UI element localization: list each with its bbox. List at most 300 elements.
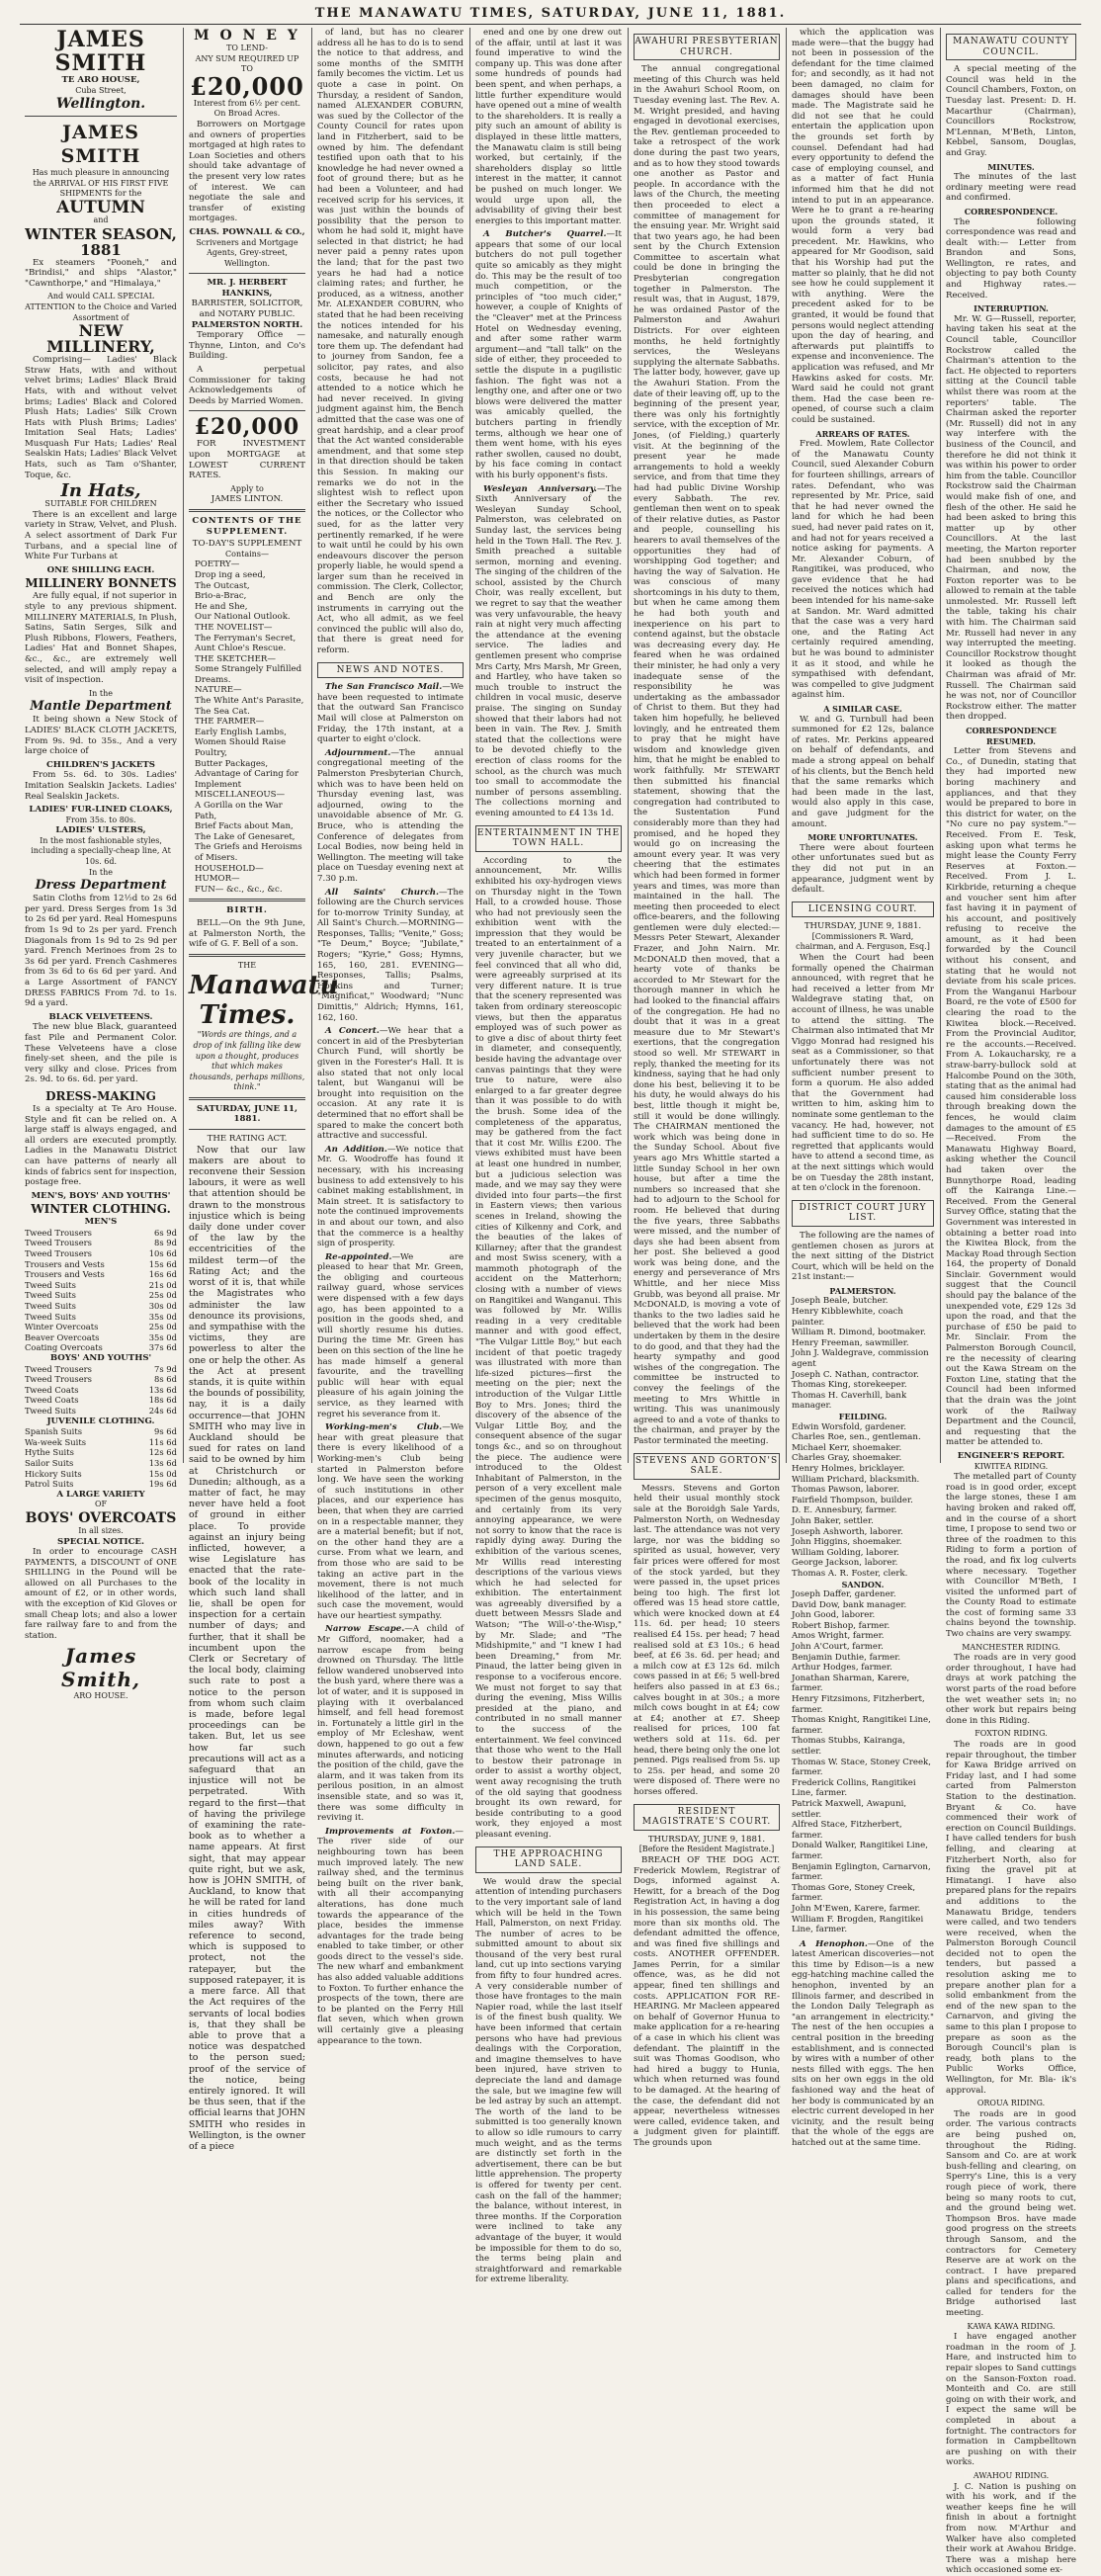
resident-court-text: BREACH OF THE DOG ACT. Frederick Mowlem, Registrar of Dogs, informed against A. Hewitt, for a breach of the Dog Registration Act, in having a dog in his possession, the same being more than six months old. The defendant admitted the offence, and was fined five shillings and costs. ANOTHER OFFENDER. James Perrin, for a similar offence, was, as he did not appear, fined ten shillings and costs. APPLICATION FOR RE-HEARING. Mr Macleen appeared on behalf of Governor Hunua to make application for a re-hearing of a case in which his client was defendant. The plaintiff in the suit was Thomas Goodison, who had hired a buggy to Hunia, which when returned was found to be damaged. At the hearing of the case, the defendant did not appear, nevertheless witnesses were called, evidence taken, and a judgment given for plaintiff. The grounds upon — [634, 1854, 780, 2148]
contents-item: MISCELLANEOUS— — [195, 790, 286, 801]
news-title: Working-men's Club. — [325, 1422, 443, 1433]
manchester-text: The roads are in very good order throughout, I have had drays at work patching the worst parts of the road before the wet weather sets in; no other work but repairs being done in this Riding. — [946, 1653, 1076, 1726]
juror-entry: John J. Waldegrave, commission agent — [792, 1348, 929, 1370]
price-value: 8s 6d — [154, 1374, 177, 1385]
juror-entry: Thomas Gore, Stoney Creek, farmer. — [792, 1882, 916, 1904]
season-winter: WINTER SEASON, — [25, 224, 177, 243]
correspondence-resumed-text: Letter from Stevens and Co., of Dunedin, stating that they had imported new boring machinery and appliances, and that they would be prepared to bore in this district for water, on the "No cure no pay system."—Received. From E. Tesk, asking upon what terms he might lease the County Ferry Reserves at Foxton.—Received. From J. L. Kirkbride, returning a cheque and voucher sent him after fast having it in payment of his account, and positively refusing to receive the amount, as it had been forwarded by the Council without his consent, and stating that he would not deviate from his scale prices. From the Wanganui Harbour Board, re the vote of £500 for clearing the road to the Kiwitea block.—Received. From the Provincial Auditor, re the accounts.—Received. From A. Lokaucharsky, re a straw-barry-bullock sold at Halcombe Pound on the 30th, stating that as the animal had caused him considerable loss through breaking down the fences, he would claim damages to the amount of £5—Received. From the Manawatu Highway Board, asking whether the Council had taken over the Bunnythorpe Road, leading off the Kairanga Line.—Received. From the General Survey Office, stating that the Government was interested in obtaining a better road into the Kiwitea Block, from the Mackay Road through Section 164, the property of Donald Sinclair. Government would suggest that the Council should pay the balance of the unexpended vote, £29 12s 3d upon the road, and that the purchase of £50 be paid to Mr. Sinclair. From the Palmerston Borough Council, re the necessity of clearing out the Kawa Stream on the Foxton Line, stating that the Council had been informed that the drain was the joint work of the Railway Department and the Council, and requesting that the matter be attended to. — [946, 746, 1076, 1448]
juror-entry: Joseph C. Nathan, contractor. — [792, 1369, 919, 1380]
contents-item: THE SKETCHER— — [195, 653, 276, 664]
palmerston-north: PALMERSTON NORTH. — [191, 319, 303, 330]
court-continued: which the application was made were—that the buggy had not been in possession of the defendant for the time claimed for; and secondly, as it had not been damaged, no claim for damages should have been made. The Magistrate said he did not see that he could entertain the application upon the grounds set forth by counsel. Defendant had had every opportunity to defend the case of employing counsel, and as a matter of fact Hunia informed him that he did not intend to put in an appearance. Were he to grant a re-hearing upon the grounds stated, it would form a very bad precedent. Mr. Hawkins, who appeared for Mr Goodison, said that his Worship had put the matter so plainly, that he did not see how he could supplement it with anything. Were the precedent asked for to be granted, it would be found that persons would neglect attending upon the day of hearing, and afterwards put plaintiffs to expense and inconvenience. The application was refused, and Mr Hawkins asked for costs. Mr. Ward said he could not grant them. Had the case been re-opened, of course such a claim could be sustained. — [792, 28, 934, 425]
ulsters-text: In the most fashionable styles, including a specially-cheap line, At 10s. 6d. — [31, 835, 171, 867]
dress-items: Satin Cloths from 12½d to 2s 6d per yard. Dress Serges from 1s 3d to 2s 6d per yard. Real Homespuns from 1s 9d to 2s per yard. French Diagonals from 1s 9d to 2s 9d per yard. French Merinoes from 2s to 3s 6d per yard. French Cashmeres from 3s 6d to 6s 6d per yard. And a Large Assortment of FANCY DRESS FABRICS From 7d. to 1s. 9d a yard. — [25, 894, 177, 1009]
price-value: 24s 6d — [148, 1405, 177, 1416]
jurors-sandon-list — [792, 1589, 934, 1935]
arrival-announcement: Has much pleasure in announcing the ARRIVAL OF HIS FIRST FIVE SHIPMENTS for the — [32, 168, 170, 199]
juror-entry: Arthur Hodges, farmer. — [792, 1663, 892, 1674]
mantle-text: It being shown a New Stock of LADIES' BLACK CLOTH JACKETS, From 9s. 9d. to 35s., And a very large choice of — [25, 715, 177, 757]
office-text: Temporary Office — Thynne, Linton, and Co's Building. — [189, 330, 305, 362]
mens-price-row — [25, 1228, 177, 1239]
juror-entry: Donald Walker, Rangitikei Line, farmer. — [792, 1841, 928, 1861]
large-variety: A LARGE VARIETY — [56, 1489, 145, 1500]
shop-house: TE ARO HOUSE, — [61, 75, 140, 85]
minutes-heading: MINUTES. — [987, 161, 1035, 172]
palmerston-heading: PALMERSTON. — [829, 1285, 896, 1296]
news-title: The San Francisco Mail. — [325, 682, 443, 693]
shop-name: JAMES SMITH — [54, 27, 147, 76]
mens-price-row — [25, 1238, 177, 1248]
stevens-sale-heading: STEVENS AND GORTON'S SALE. — [634, 1453, 780, 1480]
council-heading: MANAWATU COUNTY COUNCIL. — [946, 34, 1076, 60]
price-value: 18s 6d — [148, 1395, 177, 1406]
news-text: A child of Mr Gifford, noomaker, had a narrow escape from being drowned on Thursday. The little fellow wandered unobserved into the bush yard, where there was a lot of water, and it is supposed in playing with it overbalanced himself, and fell head foremost in. Fortunately a little girl in the employ of Mr Ecleshaw, went down, happened to go out a few minutes afterwards, and noticing the position of the child, gave the alarm, and it was taken from its perilous position, in an almost insensible state, and so was it, there was some difficulty in reviving it. — [317, 1624, 464, 1824]
children-text: From 5s. 6d. to 30s. Ladies' Imitation Sealskin Jackets. Ladies' Real Sealskin Jackets. — [25, 770, 177, 802]
broad-acres: On Broad Acres. — [213, 109, 281, 119]
juror-entry: Benjamin Eglington, Carnarvon, farmer. — [792, 1861, 931, 1883]
velveteens-heading: BLACK VELVETEENS. — [48, 1011, 153, 1022]
contents-item: Our National Outlook. — [195, 612, 291, 623]
mens-price-row — [25, 1322, 177, 1332]
juror-entry: Henry Kibblewhite, coach painter. — [792, 1307, 903, 1328]
contents-item: Early English Lambs, — [195, 727, 287, 737]
apply-to: Apply to — [230, 483, 264, 493]
sandon-heading: SANDON. — [841, 1579, 885, 1589]
steamer-list: Ex steamers "Pooneh," and "Brindisi," and ships "Alastor," "Cawnthorpe," and "Himalaya," — [25, 257, 177, 289]
rating-act-text: Now that our law makers are about to reconvene their Session labours, it were as well that attention should be drawn to the monstrous injustice which is being daily done under cover of the law by the eccentricities of the mildest term—of the Rating Act; and the worst of it is, that while the Magistrates who administer the law denounce its provisions, and sympathise with the victims, they are powerless to alter the one or help the other. As the Act at present stands, it is quite within the bounds of possibility, nay, it is a daily occurrence—that JOHN SMITH who may live in Auckland should be sued for rates on land said to be owned by him at Christchurch or Dunedin; although, as a matter of fact, he may never have held a foot of ground in either place. To provide against an injury being inflicted, however, a wise Legislature has enacted that the rate-book of the locality in which such land shall lie, shall be open for inspection for a certain number of days; and further, that it shall be incumbent upon the Clerk or Secretary of the local body, claiming such rate to post a notice to the person from whom such claim is made, before legal proceedings can be taken. But, let us see how far such precautions will act as a safeguard that an injustice will not be perpetrated. With regard to the first—that of having the privilege of examining the rate-book as to whether a name appears. At first sight, that may appear quite right, but we ask, how is JOHN SMITH, of Auckland, to know that he will be rated for land in cities hundreds of miles away? With reference to second, which is supposed to protect, not the ratepayer, but the supposed ratepayer, it is a mere farce. All that the Act requires of the servants of local bodies is, that they shall be able to prove that a notice was despatched to the person sued; proof of the service of the notice, being entirely ignored. It will be thus seen, that if the official learns that JOHN SMITH who resides in Wellington, is the owner of a piece — [189, 1144, 306, 2152]
mens-price-list — [25, 1228, 177, 1353]
special-attention: And would CALL SPECIAL ATTENTION to the Choice and Varied Assortment of — [25, 292, 177, 322]
hats-subheading: SUITABLE FOR CHILDREN — [44, 499, 157, 509]
hats-text: There is an excellent and large variety in Straw, Velvet, and Plush. A select assortment of Dark Fur Turbans, and a special line of White Fur Turbans at — [25, 509, 177, 562]
linton-name: JAMES LINTON. — [211, 494, 284, 505]
interruption-text: Mr. W. G—Russell, reporter, having taken his seat at the Council table, Councillor Rockstrow called the Chairman's attention to the fact. He objected to reporters sitting at the Council table whilst there was room at the reporters' table. The Chairman asked the reporter (Mr. Russell) did not in any way interfere with the business of the Council, and therefore he did not think it was within his power to order him from the table. Councillor Rockstrow said the Chairman would make fish of one, and flesh of the other. He said he had been asked to bring this matter up by other Councillors. At the last meeting, the Marton reporter had been snubbed by the Chairman, and now, the Foxton reporter was to be allowed to remain at the table unmolested. Mr. Russell left the table, taking his chair with him. The Chairman said Mr. Russell had never in any way interrupted the meeting. Councillor Rockstrow thought it looked as though the Chairman was afraid of Mr. Russell. The Chairman said he was not, nor of Councillor Rockstrow either. The matter then dropped. — [946, 313, 1076, 723]
price-item: Tweed Trousers — [25, 1374, 92, 1385]
juror-entry: Joseph Beale, butcher. — [792, 1296, 889, 1307]
boys-price-row — [25, 1374, 177, 1385]
boys-price-row — [25, 1406, 177, 1417]
news-item: A Concert.—We hear that a concert in aid of the Presbyterian Church Fund, will shortly be given in the Forester's Hall. It is also stated that not only local talent, but Wanganui will be brought into requisition on the occasion. At any rate it is determined that no effort shall be spared to make the concert both attractive and successful. — [317, 1026, 464, 1142]
investment-amount: £20,000 — [194, 414, 300, 441]
price-value: 11s 6d — [148, 1436, 177, 1447]
contents-item: The Sea Cat. — [195, 706, 250, 717]
juror-entry: Patrick Maxwell, Awapuni, settler. — [792, 1798, 907, 1820]
church-heading: AWAHURI PRESBYTERIAN CHURCH. — [634, 34, 780, 60]
bonnets-heading: MILLINERY BONNETS — [25, 576, 177, 591]
mens-price-row — [25, 1259, 177, 1270]
rating-act-continued: of land, but has no clearer address all he has to do is to send the notice to that address, and some months of the SMITH family becomes the victim. Let us quote a case in point. On Thursday, a resident of Sandon, named ALEXANDER COBURN, was sued by the Collector of the County Council for rates upon land in Fitzherbert, said to be owned by him. The defendant testified upon oath that to his knowledge he had never owned a foot of ground there; but as he had been a Volunteer, and had received scrip for his services, it was just within the bounds of possibility that the person to whom he had sold it, might have selected in that district; he had never paid a penny rates upon the land; that for the past two years he had had a notice claiming rates; and further, he produced, as a witness, another Mr. ALEXANDER COBURN, who stated that he had been receiving the notices intended for his namesake, and naturally enough tore them up. The defendant had to journey from Sandon, fee a solicitor, pay rates, and also costs, because he had not attended to a notice which he had never received. In giving judgment against him, the Bench admitted that the case was one of great hardship, and a clear proof that the Act wanted considerable amendment, and that some step in that direction should be taken this Session. In making our remarks we do not in the slightest wish to reflect upon either the Secretary who issued the notices, or the Collector who sued, for as the latter very pertinently remarked, if he were to wait until he could by his own endeavours discover the person properly liable, he would spend a larger sum than he received in commission. The Clerk, Collector, and Bench are only the instruments in carrying out the Act, who all admit, as we feel convinced the public will also do, that there is great need for reform. — [317, 28, 464, 656]
divider — [25, 116, 177, 117]
contents-item: The Ferryman's Secret, — [195, 633, 296, 644]
price-item: Tweed Trousers — [25, 1238, 92, 1248]
contents-item: A Gorilla on the War Path, — [195, 801, 283, 821]
cloaks-heading: LADIES' FUR-LINED CLOAKS, — [29, 805, 173, 816]
church-text: The annual congregational meeting of this Church was held in the Awahuri School Room, on Tuesday evening last. The Rev. A. M. Wright presided, and having engaged in devotional exercises, the Rev. gentleman proceeded to take a retrospect of the work done during the past two years, and as to how they stood towards one another as Pastor and people. In accordance with the laws of the Church, the meeting then proceeded to elect a committee of management for the ensuing year. Mr. Wright said that two years ago, he had been sent by the Church Extension Committee to ascertain what could be done in bringing the Presbyterian congregation together in Palmerston. The result was, that in August, 1879, he was ordained Pastor of the Palmerston and Awahuri Districts. For over eighteen months, he held fortnightly services, the Wesleyans supplying the alternate Sabbaths. The latter body, however, gave up the Awahuri Station. From the date of their leaving off, up to the beginning of the present year, there was only his fortnightly service, with the exception of Mr. Jones, (of Fielding,) quarterly visit. At the beginning of the present year he made arrangements to hold a weekly service, and from that time they had had public Divine Worship every Sabbath. The rev. gentleman then went on to speak of their relative duties, as Pastor and people, counselling his hearers to avail themselves of the opportunities they had of worshipping God together; and having the way of Salvation. He was conscious of many shortcomings in his duty to them, but when he came among them he had both youth and inexperience on his part to contend against, but the obstacle was decreasing every day. He feared when he was ordained their minister, he had only a very inadequate sense of the responsibility he was undertaking as the ambassador of Christ to them. But they had taken him hopefully, he believed lovingly, and he entreated them to pray that he might have wisdom and knowledge given him, that he might be enabled to work faithfully. Mr STEWART then submitted his financial statement, showing that the congregation had contributed to the Sustentation Fund considerably more than they had promised, and he hoped they would go on increasing the amount every year. It was very cheering that the estimates which had been formed in former years and times, was more than maintained in the hall. The meeting then proceeded to elect office-bearers, and the following gentlemen were duly elected:—Messrs Peter Stewart, Alexander Frazer, and John Nairn. Mr. McDONALD then moved, that a hearty vote of thanks be accorded to Mr Stewart for the thorough manner in which he had looked to the financial affairs of the congregation. He had no doubt that it was in a great measure due to Mr Stewart's exertions, that the congregation stood so well. Mr STEWART in reply, thanked the meeting for its kindness, saying that he had only done his best, believing it to be his duty, he would always do his best, little though it might be, still it would be done willingly. The CHAIRMAN mentioned the work which was being done in the Sunday School. About five years ago Mrs Whittle started a little Sunday School in her own house, but after a time the numbers so increased that she had to adjourn to the School for room. He believed that during the five years, three Sabbaths were missed, and the number of days she had been absent from her post. She believed a good work was being done, and the energy and perseverance of Mrs Whittle, and her niece Miss Grubb, was beyond all praise. Mr McDONALD, is moving a vote of thanks to the two ladies said he believed that the work had been undertaken by them in the desire to do good, and that they had the hearty sympathy and good wishes of the congregation. The committee be instructed to convey the feelings of the meeting to Mrs Whittle in writing. This was unanimously agreed to and a vote of thanks to the chairman, and prayer by the Pastor terminated the meeting. — [634, 64, 780, 1446]
foxton-text: The roads are in good repair throughout, the timber for Kawa Bridge arrived on Friday last, and I had some carted from Palmerston Station to the destination. Bryant & Co. have commenced their work of erection on Council Buildings. I have called tenders for bush felling, and clearing at Fitzherbert North, also for fixing the gravel pit at Himatangi. I have also prepared plans for the repairs and additions to the Manawatu Bridge, tenders were called, and two tenders were received, when the Palmerston Borough Council decided not to open the tenders, but passed a resolution asking me to prepare another plan for a solid embankment from the end of the new span to the Carnarvon, and giving the same to this plan I propose to prepare as soon as the Borough Council's plan is ready, both plans to the Public Works Office, Wellington, for Mr. Bla- ik's approval. — [946, 1740, 1076, 2096]
footer-shop-house: ARO HOUSE. — [73, 1691, 128, 1701]
news-text: We hear with great pleasure that there is every likelihood of a Working-men's Club being started in Palmerston before long. We have seen the working of such institutions in other places, and our experience has been, that when they are carried on in a respectable manner, they are a material benefit; but if not, on the other hand they are a curse. From what we learn, and from those who are said to be taking an active part in the movement, there is not much likelihood of the latter, and in such case the movement, would have our heartiest sympathy. — [317, 1422, 464, 1621]
juror-entry: Joseph Daffer, gardener. — [792, 1589, 896, 1600]
juror-entry: John Good, laborer. — [792, 1610, 876, 1621]
kiwitea-heading: KIWITEA RIDING. — [974, 1461, 1049, 1471]
juror-entry: Thomas A. R. Foster, clerk. — [792, 1568, 908, 1579]
news-title: Wesleyan Anniversary. — [483, 483, 598, 494]
juror-entry: Benjamin Duthie, farmer. — [792, 1652, 901, 1663]
juvenile-price-row — [25, 1437, 177, 1448]
unfortunates-text: There were about fourteen other unfortunates sued but as they did not put in an appearance, judgment went by default. — [792, 842, 934, 896]
juror-entry: David Dow, bank manager. — [792, 1599, 907, 1610]
news-item: A Butcher's Quarrel.—It appears that some of our local butchers do not pull together quite so amicably as they might do. This may be the result of too much competition, or the principles of "too much cider," however, a couple of Knights of the "Cleaver" met at the Princess Hotel on Wednesday evening, and after some rather warm argument—and "tall talk" on the side of either, they proceeded to settle the dispute in a pugilistic fashion. The fight was not a lengthy one, and after one or two blows were delivered the matter was amicably quelled, the butchers parting in friendly terms, although we hear one of them went home, with his eyes rather swollen, caused no doubt, by his face coming in contact with his burly opponent's fists. — [475, 229, 622, 480]
winter-clothing-heading: WINTER CLOTHING. — [31, 1202, 171, 1217]
news-text: The following are the Church services for to-morrow Trinity Sunday, at All Saint's Church.—MORNING—Responses, Tallis; "Venite," Goss; "Te Deum," Boyce; "Jubilate," Rogers; "Kyrie," Goss; Hymns, 165, 160, 281. EVENING—Responses, Tallis; Psalms, Hopkins and Turner; "Magnificat," Woodward; "Nunc Dimittis," Aldrich; Hymns, 161, 162, 160. — [317, 887, 464, 1023]
mens-price-row — [25, 1248, 177, 1259]
contents-item: Advantage of Caring for Implement — [195, 769, 298, 790]
price-item: Beaver Overcoats — [25, 1331, 100, 1342]
licensing-date: THURSDAY, JUNE 9, 1881. — [804, 921, 922, 932]
loan-amount: £20,000 — [190, 71, 304, 101]
price-item: Winter Overcoats — [25, 1322, 99, 1332]
juror-entry: Frederick Collins, Rangitikei Line, farmer. — [792, 1777, 916, 1799]
of-label: OF — [94, 1500, 108, 1509]
mantle-heading: Mantle Department — [30, 699, 172, 715]
licensing-text: When the Court had been formally opened the Chairman announced, with regret that he had received a letter from Mr Waldegrave stating that, on account of illness, he was unable to attend the sitting. The Chairman also intimated that Mr Viggo Monrad had resigned his seat as a Commissioner, so that unfortunately there was not sufficient number present to form a quorum. He also added that the Government had written to him, asking him to nominate some gentleman to the vacancy. He had, however, not had sufficient time to do so. He regretted that applicants would have to attend a second time, as at the next sittings which would be on Tuesday the 28th instant, at ten o'clock in the forenoon. — [792, 953, 934, 1194]
awahou-heading: AWAHOU RIDING. — [973, 2470, 1050, 2480]
money-text: Borrowers on Mortgage and owners of properties mortgaged at high rates to Loan Societies and others should take advantage of the present very low rates of interest. We can negotiate the sale and transfer of existing mortgages. — [189, 119, 305, 224]
to-lend: TO LEND- — [226, 43, 268, 52]
mens-price-row — [25, 1312, 177, 1323]
price-value: 13s 6d — [148, 1384, 177, 1395]
newspaper-motto: "Words are things, and a drop of ink falling like dew upon a thought, produces that which makes thousands, perhaps millions, think." — [189, 1030, 305, 1092]
millinery-heading: NEW MILLINERY, — [46, 321, 155, 357]
price-item: Tweed Suits — [25, 1301, 76, 1312]
juror-entry: Michael Kerr, shoemaker. — [792, 1442, 902, 1453]
juror-entry: Fairfield Thompson, builder. — [792, 1495, 913, 1505]
price-value: 25s 0d — [148, 1290, 177, 1301]
jury-list-heading: DISTRICT COURT JURY LIST. — [792, 1200, 934, 1227]
jurors-feilding-list — [792, 1422, 934, 1580]
news-item: A Henophon.—One of the latest American discoveries—not this time by Edison—is a new egg-hatching machine called the henophon, invented by an Illinois farmer, and described in the London Daily Telegraph as "an arrangement in electricity." The nest of the hen occupies a central position in the breeding establishment, and is connected by wires with a number of other nests filled with eggs. The hen sits on her own eggs in the old fashioned way and the heat of her body is communicated by an electric current developed in her vicinity, and the result being that the whole of the eggs are hatched out at the same time. — [792, 1938, 934, 2148]
page-masthead: THE MANAWATU TIMES, SATURDAY, JUNE 11, 1881. — [314, 6, 787, 21]
price-value: 13s 6d — [148, 1457, 177, 1468]
title-the: THE — [237, 960, 257, 970]
boys-price-list — [25, 1364, 177, 1417]
cloaks-price: From 35s. to 80s. — [65, 815, 136, 824]
contents-item: The Outcast, — [195, 580, 250, 591]
contents-item: The White Ant's Parasite, — [195, 696, 304, 707]
news-title: A Concert. — [325, 1026, 380, 1037]
contents-item: HUMOR— — [195, 874, 240, 885]
price-item: Tweed Suits — [25, 1311, 76, 1322]
divider — [189, 410, 305, 411]
boys-price-row — [25, 1364, 177, 1375]
juror-entry: George Jackson, laborer. — [792, 1558, 898, 1569]
news-item: The San Francisco Mail.—We have been requested to intimate that the outward San Francisco Mail will close at Palmerston on Friday, the 17th instant, at a quarter to eight o'clock. — [317, 682, 464, 745]
juror-entry: John A'Court, farmer. — [792, 1642, 884, 1653]
jury-list-intro: The following are the names of gentlemen chosen as jurors at the next sitting of the District Court, which will be held on the 21st instant:— — [792, 1230, 934, 1283]
juror-entry: John Baker, settler. — [792, 1515, 874, 1526]
kawa-heading: KAWA KAWA RIDING. — [967, 2321, 1056, 2331]
mens-heading: MEN'S, BOYS' AND YOUTHS' — [31, 1190, 171, 1201]
price-value: 30s 0d — [148, 1301, 177, 1312]
news-item: Improvements at Foxton.—The river side of our neighbouring town has been much improved lately. The new railway shed, and the terminus being built on the river bank, with all their accompanying alterations, has done much towards the appearance of the place, besides the immense advantages for the trade being enabled to take timber, or other goods direct to the vessel's side. The new wharf and embankment has also added valuable additions to Foxton. To further enhance the prospects of the town, there are to be planted on the Ferry Hill flat seven, which when grown will certainly give a pleasing appearance to the town. — [317, 1826, 464, 2046]
news-text: It appears that some of our local butchers do not pull together quite so amicably as they might do. This may be the result of too much competition, or the principles of "too much cider," however, a couple of Knights of the "Cleaver" met at the Princess Hotel on Wednesday evening, and after some rather warm argument—and "tall talk" on the side of either, they proceeded to settle the dispute in a pugilistic fashion. The fight was not a lengthy one, and after one or two blows were delivered the matter was amicably quelled, the butchers parting in friendly terms, although we hear one of them went home, with his eyes rather swollen, caused no doubt, by his face coming in contact with his burly opponent's fists. — [475, 229, 622, 480]
juror-entry: Henry Fitzsimons, Fitzherbert, farmer. — [792, 1694, 925, 1715]
birth-text: BELL—On the 9th June, at Palmerston North, the wife of G. F. Bell of a son. — [189, 917, 305, 950]
price-item: Tweed Coats — [25, 1384, 79, 1395]
contents-item: Brio-a-Brac, — [195, 591, 247, 602]
news-item: All Saints' Church.—The following are the Church services for to-morrow Trinity Sunday, at All Saint's Church.—MORNING—Responses, Tallis; "Venite," Goss; "Te Deum," Boyce; "Jubilate," Rogers; "Kyrie," Goss; Hymns, 165, 160, 281. EVENING—Responses, Tallis; Psalms, Hopkins and Turner; "Magnificat," Woodward; "Nunc Dimittis," Aldrich; Hymns, 161, 162, 160. — [317, 887, 464, 1023]
shop-name-2: JAMES SMITH — [60, 122, 141, 168]
licensing-before: [Commissioners R. Ward, chairman, and A. Ferguson, Esq.] — [796, 931, 930, 952]
mens-price-row — [25, 1332, 177, 1343]
news-item: Narrow Escape.—A child of Mr Gifford, noomaker, had a narrow escape from being drowned on Thursday. The little fellow wandered unobserved into the bush yard, where there was a lot of water, and it is supposed in playing with it overbalanced himself, and fell head foremost in. Fortunately a little girl in the employ of Mr Ecleshaw, went down, happened to go out a few minutes afterwards, and noticing the position of the child, gave the alarm, and it was taken from its perilous position, in an almost insensible state, and so was it, there was some difficulty in reviving it. — [317, 1624, 464, 1824]
juvenile-price-row — [25, 1479, 177, 1490]
contents-item: Drop ing a seed, — [195, 569, 266, 580]
feilding-heading: FEILDING. — [838, 1412, 888, 1421]
news-notes-heading: NEWS AND NOTES. — [317, 662, 464, 679]
investment-text: FOR INVESTMENT upon MORTGAGE at LOWEST CURRENT RATES. — [189, 439, 305, 481]
column-6 — [787, 28, 939, 2148]
contents-item: The Griefs and Heroisms of Misers. — [195, 842, 302, 863]
oroua-text: The roads are in good order. The various contracts are being pushed on, throughout the Riding. Sansom and Co. are at work bush-felling and clearing, on Sperry's Line, this is a very rough piece of work, there being so many roots to cut, and the ground being wet. Thompson Bros. have made good progress on the streets through Sansom, and the contractors for Cemetery Reserve are at work on the contract. I have prepared plans and specifications, and called for tenders for the Bridge authorised last meeting. — [946, 2108, 1076, 2319]
news-title: Adjournment. — [325, 747, 391, 758]
contains-label: Contains— — [225, 549, 269, 558]
land-sale-heading: THE APPROACHING LAND SALE. — [475, 1846, 622, 1873]
news-title: A Henophon. — [800, 1938, 868, 1949]
price-value: 7s 9d — [154, 1363, 177, 1374]
news-item: Adjournment.—The annual congregational meeting of the Palmerston Presbyterian Church, which was to have been held on Thursday evening last, was adjourned, owing to the unavoidable absence of Mr. G. Bruce, who is attending the Conference of delegates from Local Bodies, now being held in Wellington. The meeting will take place on Tuesday evening next at 7.30 p.m. — [317, 747, 464, 884]
price-value: 12s 6d — [148, 1447, 177, 1458]
money-heading: M O N E Y — [194, 28, 300, 43]
divider — [189, 954, 305, 957]
news-continued: ened and one by one drew out of the affair, until at last it was found imperative to wind the company up. This was done after some hundreds of pounds had been spent, and when perhaps, a little further expenditure would have opened out a mine of wealth to the shareholders. It is really a pity such an amount of ability is displayed in these little matters, the Manawatu claim is still being worked, but certainly, if the shareholders display so little interest in the matter, it cannot be pushed on much longer. We would urge upon all, the advisability of giving their best energies to this important matter. — [475, 28, 622, 226]
price-item: Tweed Suits — [25, 1279, 76, 1290]
hats-price: ONE SHILLING EACH. — [46, 564, 155, 575]
price-item: Hythe Suits — [25, 1447, 74, 1458]
rating-act-heading: THE RATING ACT. — [207, 1134, 288, 1145]
juror-entry: John M'Ewen, Karere, farmer. — [792, 1903, 921, 1914]
council-text: A special meeting of the Council was held in the Council Chambers, Foxton, on Tuesday last. Present: D. H. Macarthur (Chairman), Councillors Rockstrow, M'Lennan, M'Beth, Linton, Kebbel, Sansom, Douglas, and Gray. — [946, 64, 1076, 158]
awahou-text: J. C. Nation is pushing on with his work, and if the weather keeps fine he will finish in about a fortnight from now. M'Arthur and Walker have also completed their work at Awahou Bridge. There was a mishap here which occasioned some ex- — [946, 2481, 1076, 2576]
engineer-report-heading: ENGINEER'S REPORT. — [957, 1450, 1065, 1461]
todays-supplement: TO-DAY'S SUPPLEMENT — [192, 539, 302, 550]
entertainment-text: According to the announcement, Mr. Willis exhibited his oxy-hydrogen views on Thursday night in the Town Hall, to a crowded house. Those who had not previously seen the exhibition went with the impression that they would be treated to an entertainment of a very juvenile character, but we feel convinced that all who did, were agreeably surprised at its very different nature. It is true that the scenery represented was taken from ordinary stereoscopic views, but then the apparatus employed was of such power as to give a disc of about thirty feet in diameter, and consequently, beside having the advantage over canvas paintings that they were true to nature, were also enlarged to a far greater degree than it was possible to do with the brush. Some idea of the completeness of the apparatus, may be gathered from the fact that it cost Mr. Willis £200. The views exhibited must have been at least one hundred in number, but a judicious selection was made, and we may say they were divided into four parts—the first in Eastern views; then various scenes in Ireland, showing the cities of Kilkenny and Cork, and the beauties of the lakes of Killarney; after that the grandest and most Swiss scenery, with a mammoth photograph of the accident on the Matterhorn; closing with a number of views on Rangitikei and Wanganui. This was followed by Mr. Willis reading in a very creditable manner and with good effect, "The Vulgar Little Boy," but each incident of that poetic tragedy was illustrated with more than life-sized pictures—first the meeting on the pier; next the introduction of the Vulgar Little Boy to Mrs. Jones; third the discovery of the absence of the Vulgar Little Boy, and the consequent absence of the sugar tongs &c., and so on throughout the piece. The audience were introduced to the Oldest Inhabitant of Palmerston, in the person of a very excellent male specimen of the genus mosquito, and certainly from its very annoying appearance, we were not sorry to know that the race is rapidly dying away. During the exhibition of the various scenes, Mr Willis read interesting descriptions of the various views which he had selected for exhibition. The entertainment was agreeably diversified by a duett between Messrs Slade and Watson; "The Will-o'-the-Wisp," by Mr. Slade; and "The Midshipmite," and "I knew I had been Dreaming," from Mr. Pinaud, the latter being given in response to a vociferous encore. We must not forget to say that during the evening, Miss Willis presided at the piano, and contributed in no small manner to the success of the entertainment. We feel convinced that those who went to the Hall to bestow their patronage in order to assist a worthy object, went away recognising the truth of the old saying that goodness brought its own reward, for beside contributing to a good work, they enjoyed a most pleasant evening. — [475, 855, 622, 1840]
contents-item: Some Strangely Fulfilled Dreams. — [195, 664, 302, 685]
contents-item: The Lake of Genesaret, — [195, 831, 296, 842]
kawa-text: I have engaged another roadman in the room of J. Hare, and instructed him to repair slopes to Sand cuttings on the Sanson-Foxton road. Monteith and Co. are still going on with their work, and I expect the same will be completed in about a fortnight. The contractors for formation in Campbelltown are pushing on with their works. — [946, 2332, 1076, 2468]
news-text: We are pleased to hear that Mr. Green, the obliging and courteous railway guard, whose services were dispensed with a few days ago, has been appointed to a position in the goods shed, and will shortly resume his duties. During the time Mr. Green has been on this section of the line he has made himself a general favourite, and the travelling public will hear with equal pleasure of his again joining the service, as they learned with regret his severance from it. — [317, 1251, 464, 1419]
resident-court-before: [Before the Resident Magistrate.] — [638, 1845, 775, 1854]
price-value: 9s 6d — [154, 1426, 177, 1437]
price-item: Wa-week Suits — [25, 1436, 86, 1447]
price-value: 37s 6d — [148, 1342, 177, 1353]
column-5 — [629, 28, 785, 2148]
newspaper-title: Manawatu Times. — [189, 971, 339, 1031]
unfortunates-heading: MORE UNFORTUNATES. — [807, 832, 918, 843]
foxton-heading: FOXTON RIDING. — [974, 1729, 1048, 1739]
news-title: A Butcher's Quarrel. — [483, 229, 607, 240]
land-sale-text: We would draw the special attention of intending purchasers to the very important sale of land which will be held in the Town Hall, Palmerston, on next Friday. The number of acres to be submitted amount to about six thousand of the very best rural land, cut up into sections varying from fifty to four hundred acres. A very considerable number of those have frontages to the main Napier road, while the last itself is of the finest bush quality. We have been informed that certain persons who have had previous dealings with the Corporation, and imagine themselves to have been injured, have striven to depreciate the land and damage the sale, but we imagine few will be led astray by such an attempt. The worth of the land to be submitted is too generally known to allow so idle rumours to carry much weight, and as the terms are distinctly set forth in the advertisement, there can be but little apprehension. The property is offered for twenty per cent. cash on the fall of the hammer; the balance, without interest, in three months. If the Corporation were inclined to take any advantage of the buyer, it would be impossible for them to do so, the terms being plain and straightforward and remarkable for extreme liberality. — [475, 1876, 622, 2285]
juror-entry: Thomas W. Stace, Stoney Creek, farmer. — [792, 1757, 931, 1778]
mens-price-row — [25, 1269, 177, 1280]
contents-item: FUN— &c., &c., &c. — [195, 884, 283, 895]
contents-item: Aunt Chloe's Rescue. — [195, 644, 287, 654]
contents-item: HOUSEHOLD— — [195, 863, 264, 874]
correspondence-text: The following correspondence was read and dealt with:— Letter from Brandon and Sons, Wellington, re rates, and objecting to pay both County and Highway rates.—Received. — [946, 216, 1076, 301]
all-sizes: In all sizes. — [78, 1525, 124, 1535]
contents-item: POETRY— — [195, 559, 240, 570]
ulsters-heading: LADIES' ULSTERS, — [55, 825, 146, 836]
price-value: 15s 0d — [148, 1468, 177, 1479]
news-item: Re-appointed.—We are pleased to hear that Mr. Green, the obliging and courteous railway guard, whose services were dispensed with a few days ago, has been appointed to a position in the goods shed, and will shortly resume his duties. During the time Mr. Green has been on this section of the line he has made himself a general favourite, and the travelling public will hear with equal pleasure of his again joining the service, as they learned with regret his severance from it. — [317, 1251, 464, 1419]
jurors-palmerston-list — [792, 1296, 934, 1412]
price-item: Hickory Suits — [25, 1468, 82, 1479]
divider — [189, 1129, 305, 1130]
boys-price-row — [25, 1395, 177, 1406]
mens-price-row — [25, 1280, 177, 1291]
juror-entry: Henry Holmes, bricklayer. — [792, 1463, 905, 1474]
minutes-text: The minutes of the last ordinary meeting were read and confirmed. — [946, 172, 1076, 204]
mens-list-heading: MEN'S — [84, 1217, 118, 1228]
juror-entry: Thomas Knight, Rangitikei Line, farmer. — [792, 1715, 931, 1736]
price-value: 35s 0d — [148, 1311, 177, 1322]
news-title: All Saints' Church. — [325, 887, 440, 898]
price-value: 19s 6d — [148, 1479, 177, 1490]
barrister-title: BARRISTER, SOLICITOR, and NOTARY PUBLIC. — [191, 299, 303, 320]
contents-item: Brief Facts about Man, — [195, 821, 294, 832]
news-item: Working-men's Club.—We hear with great pleasure that there is every likelihood of a Working-men's Club being started in Palmerston before long. We have seen the working of such institutions in other places, and our experience has been, that when they are carried on in a respectable manner, they are a material benefit; but if not, on the other hand they are a curse. From what we learn, and from those who are said to be taking an active part in the movement, there is not much likelihood of the latter, and in such case the movement, would have our heartiest sympathy. — [317, 1422, 464, 1621]
entertainment-heading: ENTERTAINMENT IN THE TOWN HALL. — [475, 825, 622, 852]
hats-heading: In Hats, — [60, 480, 141, 502]
bonnets-text: Are fully equal, if not superior in style to any previous shipment. MILLINERY MATERIALS, In Plush, Satins, Satin Serges, Silk and Plush Ribbons, Flowers, Feathers, Ladies' Hat and Bonnet Shapes, &c., &c., are extremely well selected, and will amply repay a visit of inspection. — [25, 591, 177, 686]
juvenile-price-list — [25, 1426, 177, 1490]
juror-entry: Thomas Pawson, laborer. — [792, 1485, 899, 1496]
boys-list-heading: BOYS' AND YOUTHS' — [49, 1353, 152, 1363]
price-item: Tweed Trousers — [25, 1227, 92, 1238]
juror-entry: Robert Bishop, farmer. — [792, 1620, 890, 1631]
kiwitea-text: The metalled part of County road is in good order, except the large stones, these I am having broken and raked off, and in the course of a short time, I propose to send two or three of the roadmen to this Riding to form a portion of the road, and fix log culverts where necessary. Together with Councillor M'Beth, I visited the unformed part of the County Road to estimate the cost of forming same 33 chains beyond the township. Two chains are very swampy. — [946, 1472, 1076, 1640]
price-value: 16s 6d — [148, 1269, 177, 1280]
contents-list — [189, 559, 305, 895]
price-value: 10s 6d — [148, 1248, 177, 1259]
contents-item: Women Should Raise Poultry, — [195, 737, 287, 759]
price-item: Tweed Suits — [25, 1405, 76, 1416]
juror-entry: Alfred Stace, Fitzherbert, farmer. — [792, 1820, 902, 1841]
mantle-in: In the — [89, 688, 113, 698]
divider — [189, 509, 305, 512]
juror-entry: William Prichard, blacksmith. — [792, 1474, 920, 1485]
juvenile-list-heading: JUVENILE CLOTHING. — [46, 1416, 155, 1426]
firm-text: Scriveners and Mortgage Agents, Grey-street, Wellington. — [196, 237, 298, 268]
dress-heading: Dress Department — [35, 878, 167, 894]
juror-entry: William Golding, laborer. — [792, 1547, 899, 1558]
price-item: Sailor Suits — [25, 1457, 74, 1468]
news-item: An Addition.—We notice that Mr. G. Woodroffe has found it necessary, with his increasing business to add extensively to his cabinet making establishment, in Main street. It is satisfactory to note the continued improvements in and about our town, and also that the commerce is a healthy sign of prosperity. — [317, 1144, 464, 1249]
similar-case-heading: A SIMILAR CASE. — [823, 704, 902, 714]
divider — [189, 1097, 305, 1100]
news-title: An Addition. — [325, 1144, 387, 1155]
news-title: Re-appointed. — [325, 1251, 392, 1262]
similar-case-text: W. and G. Turnbull had been summoned for £2 12s, balance of rates. Mr. Perkins appeared on behalf of defendants, and made a strong appeal on behalf of his clients, but the Bench held that the same remarks which had been made in the last, would also apply in this case, and gave judgment for the amount. — [792, 714, 934, 829]
boys-overcoats: BOYS' OVERCOATS — [25, 1509, 177, 1526]
contents-item: He and She, — [195, 601, 248, 612]
juror-entry: William R. Dimond, bootmaker. — [792, 1328, 926, 1338]
season-autumn: AUTUMN — [56, 197, 145, 217]
birth-heading: BIRTH. — [226, 905, 268, 916]
juror-entry: Edwin Worsfold, gardener. — [792, 1421, 906, 1432]
contents-item: Butter Packages, — [195, 758, 269, 769]
price-value: 15s 6d — [148, 1258, 177, 1269]
juror-entry: Charles Roe, sen., gentleman. — [792, 1432, 921, 1443]
mens-price-row — [25, 1342, 177, 1353]
price-value: 21s 0d — [148, 1279, 177, 1290]
mens-price-row — [25, 1290, 177, 1301]
news-text: We have been requested to intimate that the outward San Francisco Mail will close at Palmerston on Friday, the 17th instant, at a quarter to eight o'clock. — [317, 682, 464, 745]
juror-entry: Thomas King, storekeeper. — [792, 1380, 907, 1391]
column-3 — [312, 28, 468, 2046]
juror-entry: Joseph Ashworth, laborer. — [792, 1526, 903, 1537]
column-7 — [941, 28, 1081, 2576]
dress-in: In the — [89, 867, 113, 877]
news-text: The annual congregational meeting of the Palmerston Presbyterian Church, which was to have been held on Thursday evening last, was adjourned, owing to the unavoidable absence of Mr. G. Bruce, who is attending the Conference of delegates from Local Bodies, now being held in Wellington. The meeting will take place on Tuesday evening next at 7.30 p.m. — [317, 747, 464, 884]
juvenile-price-row — [25, 1447, 177, 1458]
season-year: 1881 — [80, 240, 122, 259]
price-value: 25s 0d — [148, 1322, 177, 1332]
price-item: Patrol Suits — [25, 1479, 74, 1490]
price-value: 6s 9d — [154, 1227, 177, 1238]
juror-entry: Thomas Stubbs, Kairanga, settler. — [792, 1736, 906, 1757]
divider — [189, 899, 305, 902]
arrears-heading: ARREARS OF RATES. — [815, 428, 910, 439]
juror-entry: John Higgins, shoemaker. — [792, 1537, 902, 1548]
season-and: and — [93, 215, 109, 224]
news-title: Narrow Escape. — [325, 1624, 405, 1635]
news-text: The river side of our neighbouring town has been much improved lately. The new railway shed, and the terminus being built on the river bank, with all their accompanying alterations, has done much towards the appearance of the place, besides the immense advantages for the trade being enabled to take timber, or other goods direct to the vessel's side. The new wharf and embankment has also added valuable additions to Foxton. To further enhance the prospects of the town, there are to be planted on the Ferry Hill flat seven, which when grown will certainly give a pleasing appearance to the town. — [317, 1837, 464, 2046]
masthead-rule — [20, 24, 1081, 25]
juror-entry: Charles Gray, shoemaker. — [792, 1453, 902, 1464]
price-item: Coating Overcoats — [25, 1342, 103, 1353]
price-item: Trousers and Vests — [25, 1258, 105, 1269]
arrears-text: Fred. Mowlem, Rate Collector of the Manawatu County Council, sued Alexander Coburn for fourteen shillings, arrears of rates. Defendant, who was represented by Mr. Price, said that he had never owned the land for which he had been sued, had never paid rates on it, and had not for years received a notice asking for payments. A Mr. Alexander Coburn, of Rangitikei, was produced, who gave evidence that he had received the notices which had been intended for his name-sake at Sandon. Mr. Ward admitted that the case was a very hard one, and the Rating Act certainly required amending, but he was bound to administer it as it stood, and while he sympathised with defendant, was compelled to give judgment against him. — [792, 439, 934, 701]
price-item: Tweed Suits — [25, 1290, 76, 1301]
manchester-heading: MANCHESTER RIDING. — [962, 1642, 1060, 1652]
news-text: We hear that a concert in aid of the Presbyterian Church Fund, will shortly be given in the Forester's Hall. It is also stated that not only local talent, but Wanganui will be brought into requisition on the occasion. At any rate it is determined that no effort shall be spared to make the concert both attractive and successful. — [317, 1026, 464, 1142]
correspondence-resumed-heading: CORRESPONDENCE RESUMED. — [966, 726, 1057, 746]
juvenile-price-row — [25, 1458, 177, 1469]
commissioner-text: A perpetual Commissioner for taking Acknowledgements of Deeds by Married Women. — [189, 365, 305, 406]
news-text: We notice that Mr. G. Woodroffe has found it necessary, with his increasing business to add extensively to his cabinet making establishment, in Main street. It is satisfactory to note the continued improvements in and about our town, and also that the commerce is a healthy sign of prosperity. — [317, 1144, 464, 1249]
contents-item: THE NOVELIST— — [195, 622, 273, 633]
price-item: Tweed Trousers — [25, 1248, 92, 1259]
resident-court-date: THURSDAY, JUNE 9, 1881. — [647, 1834, 766, 1845]
oroua-heading: OROUA RIDING. — [976, 2099, 1046, 2108]
news-item: Wesleyan Anniversary.—The Sixth Anniversary of the Wesleyan Sunday School, Palmerston, was celebrated on Sunday last, the services being held in the Town Hall. The Rev. J. Smith preached a suitable sermon, morning and evening. The singing of the children of the school, assisted by the Church Choir, was really excellent, but we regret to say that the weather was very unfavourable, the heavy rain at night very much affecting the attendance at the evening service. The ladies and gentlemen present who comprise Mrs Carty, Mrs Marsh, Mr Green, and Hartley, who have taken so much trouble to instruct the children in vocal music, deserve praise. The singing on Sunday showed that their labors had not been in vain. The Rev. J. Smith stated that the collections were to be devoted chiefly to the erection of class rooms for the school, as the church was much too small to accommodate the number of persons assembling. The collections morning and evening amounted to £4 13s 1d. — [475, 483, 622, 818]
column-1-advertisements — [20, 27, 182, 1701]
special-notice-text: In order to encourage CASH PAYMENTS, a DISCOUNT of ONE SHILLING in the Pound will be allowed on all Purchases to the amount of £2, or in other words, with the exception of Kid Gloves or small Cheap lots; and also a lower fare railway fare to and from the station. — [25, 1547, 177, 1641]
firm-name: CHAS. POWNALL & CO., — [189, 226, 305, 237]
column-4 — [470, 28, 627, 2285]
special-notice-heading: SPECIAL NOTICE. — [57, 1536, 144, 1547]
juror-entry: Jonathan Sharman, Karere, farmer. — [792, 1673, 910, 1694]
hankins-name: MR. J. HERBERT HANKINS, — [207, 278, 288, 299]
contents-item: THE FARMER— — [195, 717, 265, 728]
correspondence-heading: CORRESPONDENCE. — [964, 206, 1059, 216]
resident-court-heading: RESIDENT MAGISTRATE'S COURT. — [634, 1804, 780, 1831]
boys-price-row — [25, 1385, 177, 1396]
price-item: Trousers and Vests — [25, 1269, 105, 1280]
price-value: 35s 0d — [148, 1331, 177, 1342]
footer-shop-name: James Smith, — [61, 1644, 140, 1692]
